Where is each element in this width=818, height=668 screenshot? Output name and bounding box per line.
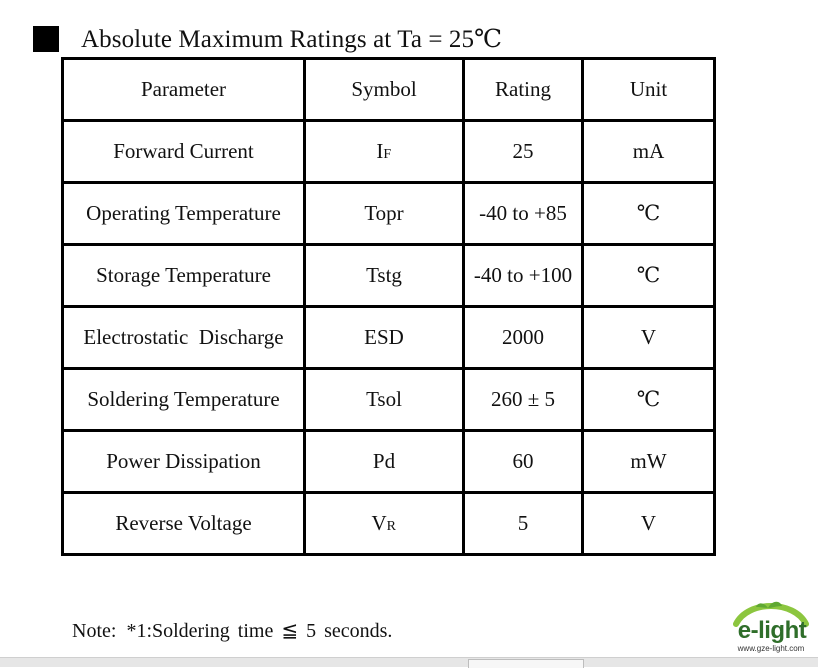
- note-label: Note:: [72, 620, 117, 642]
- section-heading: [33, 22, 502, 56]
- parameter-cell: Electrostatic Discharge: [63, 307, 305, 369]
- scrollbar-thumb[interactable]: [468, 659, 584, 668]
- rating-cell: 260 ± 5: [464, 369, 583, 431]
- symbol-main: Tstg: [366, 263, 402, 287]
- parameter-cell: Reverse Voltage: [63, 493, 305, 555]
- rating-cell: -40 to +85: [464, 183, 583, 245]
- ratings-table: [61, 57, 716, 556]
- table-header-row: [63, 59, 715, 121]
- footnote: [72, 618, 392, 643]
- symbol-cell: [305, 369, 464, 431]
- table-row: [63, 245, 715, 307]
- symbol-main: I: [376, 139, 384, 163]
- rating-cell: 2000: [464, 307, 583, 369]
- parameter-cell: Power Dissipation: [63, 431, 305, 493]
- symbol-cell: [305, 245, 464, 307]
- rating-cell: 25: [464, 121, 583, 183]
- unit-cell: ℃: [583, 245, 715, 307]
- unit-cell: ℃: [583, 369, 715, 431]
- symbol-cell: [305, 183, 464, 245]
- note-text: *1:Soldering time ≦ 5 seconds.: [126, 620, 393, 642]
- symbol-main: ESD: [364, 325, 404, 349]
- unit-cell: mW: [583, 431, 715, 493]
- rating-cell: -40 to +100: [464, 245, 583, 307]
- header-parameter: Parameter: [63, 59, 305, 121]
- logo-brand-text: e-light: [737, 617, 807, 644]
- unit-cell: V: [583, 307, 715, 369]
- logo-url-text: www.gze-light.com: [737, 644, 805, 653]
- symbol-main: Pd: [372, 449, 396, 473]
- table-row: [63, 307, 715, 369]
- table-row: [63, 121, 715, 183]
- parameter-cell: Storage Temperature: [63, 245, 305, 307]
- parameter-cell: Soldering Temperature: [63, 369, 305, 431]
- section-title: Absolute Maximum Ratings at Ta = 25℃: [81, 26, 503, 53]
- rating-cell: 5: [464, 493, 583, 555]
- table-row: [63, 493, 715, 555]
- symbol-main: Tsol: [366, 387, 402, 411]
- rating-cell: 60: [464, 431, 583, 493]
- header-symbol: Symbol: [305, 59, 464, 121]
- symbol-cell: [305, 121, 464, 183]
- table-row: [63, 183, 715, 245]
- heading-bullet-square: [33, 26, 59, 52]
- unit-cell: V: [583, 493, 715, 555]
- symbol-cell: [305, 307, 464, 369]
- symbol-main: Topr: [364, 201, 404, 225]
- header-rating: Rating: [464, 59, 583, 121]
- e-light-logo: [728, 598, 814, 660]
- unit-cell: mA: [583, 121, 715, 183]
- symbol-cell: [305, 493, 464, 555]
- unit-cell: ℃: [583, 183, 715, 245]
- table-row: [63, 369, 715, 431]
- symbol-subscript: F: [383, 147, 392, 162]
- parameter-cell: Operating Temperature: [63, 183, 305, 245]
- header-unit: Unit: [583, 59, 715, 121]
- symbol-cell: [305, 431, 464, 493]
- parameter-cell: Forward Current: [63, 121, 305, 183]
- symbol-main: V: [371, 511, 387, 535]
- table-row: [63, 431, 715, 493]
- symbol-subscript: R: [386, 519, 397, 534]
